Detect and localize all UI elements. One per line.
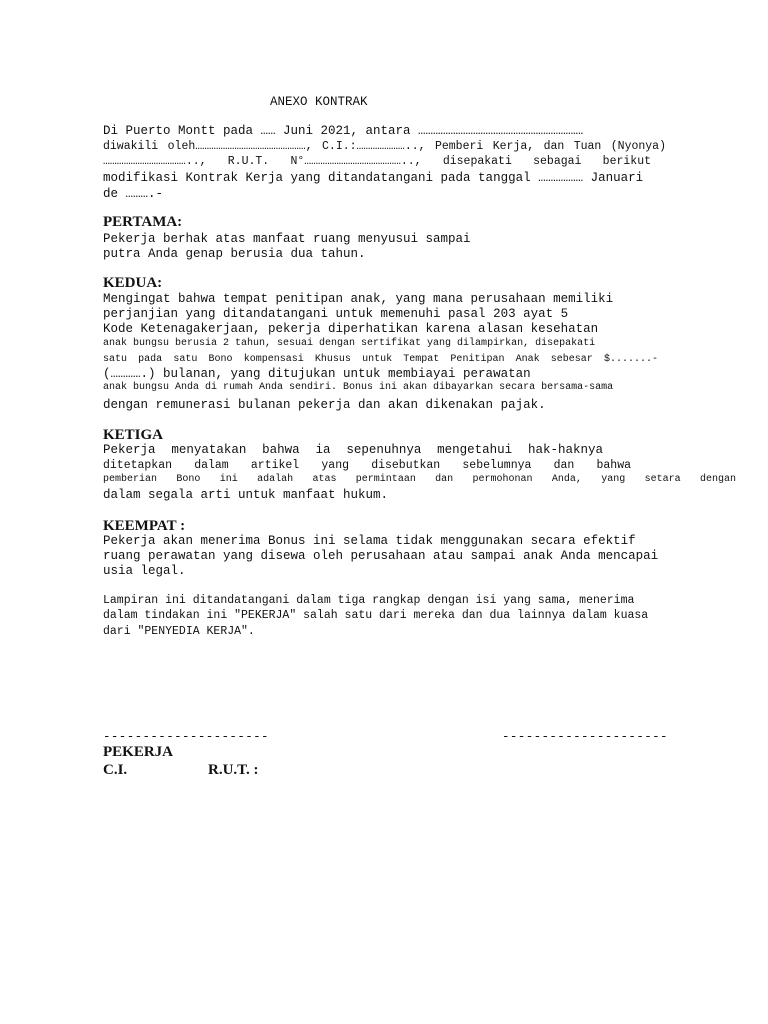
signature-line-right: ---------------------	[502, 730, 668, 744]
document-title: ANEXO KONTRAK	[270, 95, 368, 109]
section-line: Pekerja akan menerima Bonus ini selama tidak menggunakan secara efektif	[103, 534, 636, 548]
signature-rut-label: R.U.T. :	[208, 762, 259, 778]
signature-label: PEKERJA	[103, 744, 174, 760]
section-line: Kode Ketenagakerjaan, pekerja diperhatikan karena alasan kesehatan	[103, 322, 599, 336]
section-heading-keempat: KEEMPAT :	[103, 518, 186, 534]
intro-line: ……………………………….., R.U.T. N°…………………………………….., disepakati sebagai berikut	[103, 155, 651, 168]
section-line: Mengingat bahwa tempat penitipan anak, yang mana perusahaan memiliki	[103, 292, 614, 306]
section-line: dengan remunerasi bulanan pekerja dan akan dikenakan pajak.	[103, 398, 546, 412]
intro-line: de ……….-	[103, 187, 164, 201]
section-line: Pekerja menyatakan bahwa ia sepenuhnya mengetahui hak-haknya	[103, 443, 603, 457]
signature-line-left: ---------------------	[103, 730, 269, 744]
section-line: ruang perawatan yang disewa oleh perusahaan atau sampai anak Anda mencapai	[103, 549, 659, 563]
section-line: dalam segala arti untuk manfaat hukum.	[103, 488, 389, 502]
section-heading-kedua: KEDUA:	[103, 275, 163, 291]
intro-line: Di Puerto Montt pada …… Juni 2021, antara …………………………………………………………	[103, 124, 584, 138]
intro-line: modifikasi Kontrak Kerja yang ditandatangani pada tanggal ……………… Januari	[103, 171, 644, 185]
section-heading-ketiga: KETIGA	[103, 427, 164, 443]
closing-line: dari "PENYEDIA KERJA".	[103, 625, 255, 638]
section-heading-pertama: PERTAMA:	[103, 214, 183, 230]
section-line: putra Anda genap berusia dua tahun.	[103, 247, 366, 261]
section-line: ditetapkan dalam artikel yang disebutkan sebelumnya dan bahwa	[103, 459, 631, 472]
closing-line: Lampiran ini ditandatangani dalam tiga rangkap dengan isi yang sama, menerima	[103, 594, 635, 607]
signature-ci-label: C.I.	[103, 762, 128, 778]
section-line: pemberian Bono ini adalah atas permintaan dan permohonan Anda, yang setara dengan	[103, 474, 736, 485]
section-line: perjanjian yang ditandatangani untuk memenuhi pasal 203 ayat 5	[103, 307, 569, 321]
section-line: Pekerja berhak atas manfaat ruang menyusui sampai	[103, 232, 471, 246]
section-line: satu pada satu Bono kompensasi Khusus untuk Tempat Penitipan Anak sebesar $.......-	[103, 354, 658, 365]
intro-line: diwakili oleh…………………………………………, C.I.:………………….., Pemberi Kerja, dan Tuan (Nyonya)	[103, 140, 666, 153]
section-line: (………….) bulanan, yang ditujukan untuk membiayai perawatan	[103, 367, 531, 381]
section-line: anak bungsu berusia 2 tahun, sesuai dengan sertifikat yang dilampirkan, disepakati	[103, 338, 596, 349]
section-line: anak bungsu Anda di rumah Anda sendiri. Bonus ini akan dibayarkan secara bersama-sama	[103, 382, 614, 393]
section-line: usia legal.	[103, 564, 186, 578]
closing-line: dalam tindakan ini "PEKERJA" salah satu dari mereka dan dua lainnya dalam kuasa	[103, 609, 649, 622]
